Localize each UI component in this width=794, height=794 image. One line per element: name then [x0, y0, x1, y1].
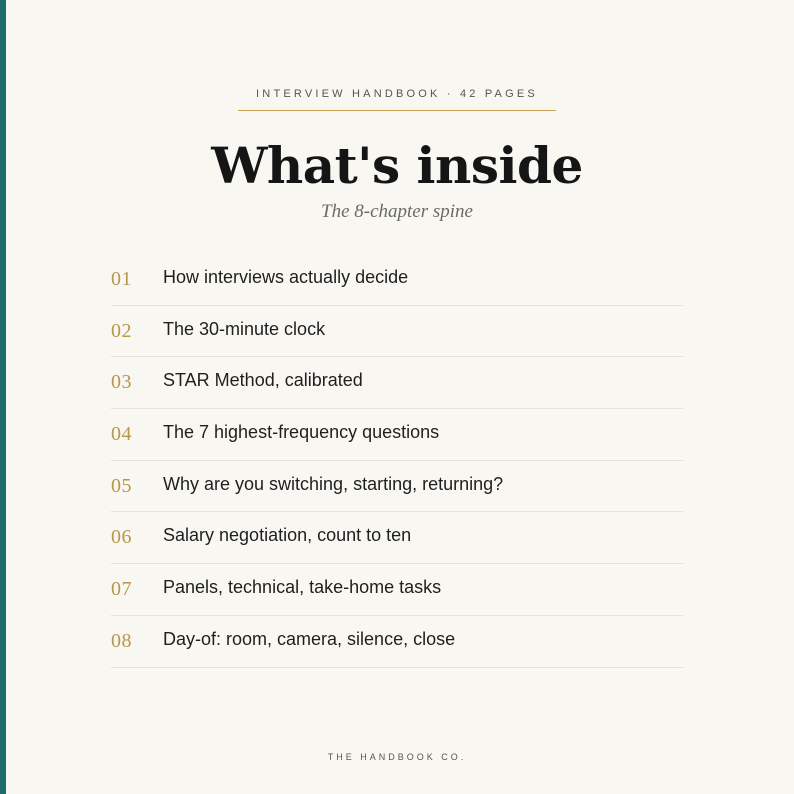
chapter-title: Salary negotiation, count to ten [163, 525, 412, 546]
chapter-row-06 [111, 512, 683, 564]
page-title: What's inside [211, 136, 583, 195]
chapter-number: 06 [111, 526, 132, 549]
chapter-number: 01 [111, 268, 132, 290]
chapter-number: 07 [111, 578, 132, 601]
chapter-title: Panels, technical, take-home tasks [163, 577, 442, 598]
chapter-title: Why are you switching, starting, returning? [163, 473, 504, 494]
footer-brand: THE HANDBOOK CO. [327, 752, 467, 762]
chapter-row-05 [111, 461, 683, 513]
chapter-row-01 [111, 254, 683, 306]
chapter-title: Day-of: room, camera, silence, close [163, 628, 456, 649]
page-subtitle: The 8-chapter spine [321, 201, 473, 222]
chapter-number: 02 [111, 319, 132, 342]
chapter-number: 08 [111, 629, 132, 652]
eyebrow-label: INTERVIEW HANDBOOK · 42 PAGES [256, 88, 538, 100]
chapter-title: STAR Method, calibrated [163, 370, 363, 391]
chapter-row-04 [111, 409, 683, 461]
eyebrow-divider [238, 110, 556, 111]
chapter-number: 03 [111, 371, 132, 394]
chapter-list [111, 254, 683, 668]
chapter-row-02 [111, 306, 683, 358]
chapter-title: The 30-minute clock [163, 318, 326, 339]
chapter-row-08 [111, 616, 683, 668]
chapter-number: 05 [111, 474, 132, 497]
spine-accent-bar [0, 0, 6, 794]
chapter-title: The 7 highest-frequency questions [163, 422, 440, 443]
chapter-title: How interviews actually decide [163, 267, 409, 287]
chapter-row-07 [111, 564, 683, 616]
chapter-row-03 [111, 357, 683, 409]
chapter-number: 04 [111, 423, 132, 446]
